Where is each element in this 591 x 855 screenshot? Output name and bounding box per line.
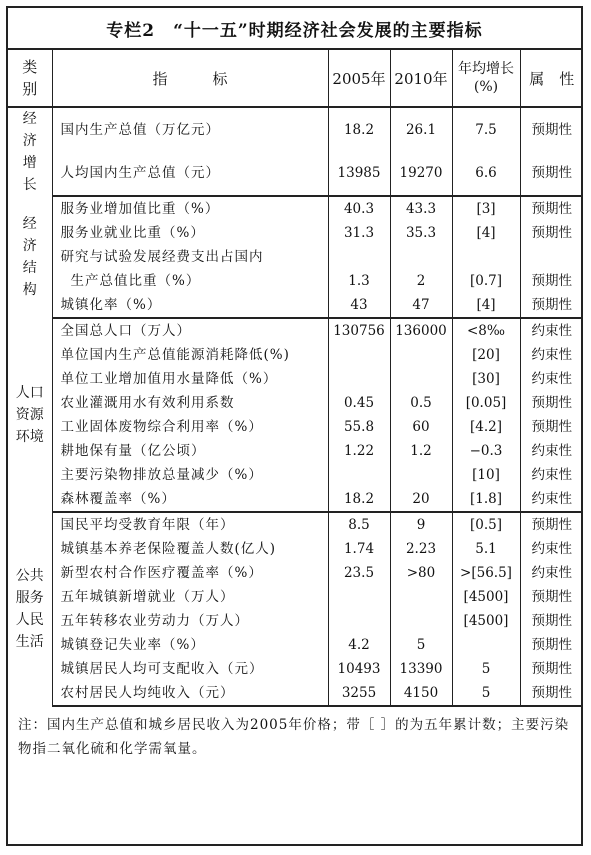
value-2010-cell — [390, 609, 452, 633]
growth-cell: [0.7] — [452, 269, 520, 293]
value-2005-cell: 18.2 — [328, 107, 390, 152]
table-row — [8, 439, 583, 463]
category-cell: 经济增长 — [8, 107, 52, 196]
header-row — [8, 50, 583, 107]
indicator-cell: 服务业增加值比重（%） — [52, 196, 328, 221]
value-2005-cell: 4.2 — [328, 633, 390, 657]
value-2010-cell: >80 — [390, 561, 452, 585]
indicator-cell: 人均国内生产总值（元） — [52, 152, 328, 197]
indicator-cell: 主要污染物排放总量减少（%） — [52, 463, 328, 487]
table-row — [8, 609, 583, 633]
table-body — [8, 107, 583, 706]
value-2010-cell: 35.3 — [390, 221, 452, 245]
value-2005-cell — [328, 245, 390, 269]
category-cell: 经济结构 — [8, 196, 52, 318]
value-2010-cell: 2 — [390, 269, 452, 293]
indicator-cell: 研究与试验发展经费支出占国内 — [52, 245, 328, 269]
indicators-table — [8, 50, 583, 707]
attribute-cell: 约束性 — [531, 347, 572, 363]
attribute-cell: 约束性 — [520, 487, 583, 512]
indicator-cell: 工业固体废物综合利用率（%） — [52, 415, 328, 439]
value-2010-cell: 0.5 — [390, 391, 452, 415]
indicator-cell: 耕地保有量（亿公顷） — [52, 439, 328, 463]
value-2005-cell: 23.5 — [328, 561, 390, 585]
growth-cell — [452, 245, 520, 269]
attribute-cell: 预期性 — [531, 201, 572, 217]
attribute-cell: 约束性 — [531, 541, 572, 557]
table-row — [8, 221, 583, 245]
indicator-cell: 森林覆盖率（%） — [52, 487, 328, 512]
indicator-cell: 服务业就业比重（%） — [52, 221, 328, 245]
value-2005-cell: 0.45 — [328, 391, 390, 415]
table-row — [8, 269, 583, 293]
value-2010-cell — [390, 585, 452, 609]
value-2005-cell: 10493 — [328, 657, 390, 681]
value-2010-cell: 47 — [390, 293, 452, 318]
growth-cell: [0.05] — [452, 391, 520, 415]
growth-cell: [4.2] — [452, 415, 520, 439]
table-row — [8, 343, 583, 367]
indicator-cell: 五年转移农业劳动力（万人） — [52, 609, 328, 633]
attribute-cell: 预期性 — [531, 661, 572, 677]
indicator-cell: 五年城镇新增就业（万人） — [52, 585, 328, 609]
indicator-cell: 城镇基本养老保险覆盖人数(亿人) — [52, 537, 328, 561]
value-2005-cell: 1.3 — [328, 269, 390, 293]
table-row — [8, 585, 583, 609]
attribute-cell: 预期性 — [520, 152, 583, 197]
value-2005-cell: 13985 — [328, 152, 390, 197]
header-2010: 2010年 — [390, 50, 452, 107]
value-2005-cell: 55.8 — [328, 415, 390, 439]
table-row — [8, 415, 583, 439]
attribute-cell: 预期性 — [531, 225, 572, 241]
indicator-cell: 生产总值比重（%） — [52, 269, 328, 293]
indicator-cell: 单位工业增加值用水量降低（%） — [52, 367, 328, 391]
growth-cell: [4] — [452, 221, 520, 245]
growth-cell: >[56.5] — [452, 561, 520, 585]
attribute-cell: 约束性 — [531, 323, 572, 339]
table-row — [8, 463, 583, 487]
value-2005-cell: 18.2 — [328, 487, 390, 512]
growth-cell — [452, 633, 520, 657]
value-2010-cell — [390, 367, 452, 391]
table-row — [8, 391, 583, 415]
indicator-cell: 新型农村合作医疗覆盖率（%） — [52, 561, 328, 585]
table-row — [8, 537, 583, 561]
indicator-cell: 城镇居民人均可支配收入（元） — [52, 657, 328, 681]
growth-cell: −0.3 — [452, 439, 520, 463]
value-2010-cell: 4150 — [390, 681, 452, 706]
table-row — [8, 293, 583, 318]
attribute-cell: 预期性 — [531, 121, 572, 138]
table-row — [8, 245, 583, 269]
attribute-cell: 预期性 — [531, 419, 572, 435]
header-indicator: 指 标 — [52, 50, 328, 107]
value-2005-cell: 31.3 — [328, 221, 390, 245]
indicator-cell: 城镇登记失业率（%） — [52, 633, 328, 657]
table-row — [8, 633, 583, 657]
growth-cell: 7.5 — [452, 107, 520, 152]
growth-cell: 6.6 — [452, 152, 520, 197]
growth-cell: [4500] — [452, 609, 520, 633]
value-2010-cell — [390, 245, 452, 269]
value-2005-cell — [328, 585, 390, 609]
value-2005-cell: 1.22 — [328, 439, 390, 463]
attribute-cell: 预期性 — [531, 517, 572, 533]
value-2005-cell — [328, 609, 390, 633]
growth-cell: <8‰ — [452, 318, 520, 343]
value-2010-cell: 43.3 — [390, 196, 452, 221]
growth-cell: 5 — [452, 681, 520, 706]
value-2010-cell: 136000 — [390, 318, 452, 343]
indicator-cell: 国民平均受教育年限（年） — [52, 512, 328, 537]
table-title: 专栏2 “十一五”时期经济社会发展的主要指标 — [8, 8, 581, 50]
value-2005-cell: 43 — [328, 293, 390, 318]
value-2010-cell: 20 — [390, 487, 452, 512]
value-2010-cell: 2.23 — [390, 537, 452, 561]
table-note: 注：国内生产总值和城乡居民收入为2005年价格；带［ ］的为五年累计数；主要污染物指二氧化硫和化学需氧量。 — [18, 717, 570, 757]
indicator-table-panel — [6, 6, 583, 846]
growth-cell: 5 — [452, 657, 520, 681]
table-row — [8, 561, 583, 585]
value-2010-cell: 5 — [390, 633, 452, 657]
value-2010-cell: 9 — [390, 512, 452, 537]
value-2010-cell — [390, 463, 452, 487]
growth-cell: [4] — [452, 293, 520, 318]
growth-cell: [1.8] — [452, 487, 520, 512]
indicator-cell: 国内生产总值（万亿元） — [52, 107, 328, 152]
header-growth: 年均增长(%) — [452, 50, 520, 107]
table-row — [8, 487, 583, 512]
attribute-cell: 预期性 — [531, 273, 572, 289]
growth-cell: [4500] — [452, 585, 520, 609]
value-2005-cell: 8.5 — [328, 512, 390, 537]
value-2010-cell: 13390 — [390, 657, 452, 681]
value-2005-cell: 1.74 — [328, 537, 390, 561]
indicator-cell: 城镇化率（%） — [52, 293, 328, 318]
growth-cell: 5.1 — [452, 537, 520, 561]
table-row — [8, 367, 583, 391]
value-2005-cell — [328, 463, 390, 487]
indicator-cell: 单位国内生产总值能源消耗降低(%) — [52, 343, 328, 367]
table-row — [8, 318, 583, 343]
indicator-cell: 农业灌溉用水有效利用系数 — [52, 391, 328, 415]
attribute-cell: 预期性 — [531, 589, 572, 605]
attribute-cell: 预期性 — [531, 613, 572, 629]
table-row — [8, 152, 583, 197]
attribute-cell: 预期性 — [520, 681, 583, 706]
growth-cell: [0.5] — [452, 512, 520, 537]
header-attribute: 属 性 — [520, 50, 583, 107]
attribute-cell: 约束性 — [531, 371, 572, 387]
value-2005-cell — [328, 367, 390, 391]
category-cell: 人口资源环境 — [8, 318, 52, 512]
table-row — [8, 107, 583, 152]
attribute-cell: 约束性 — [531, 467, 572, 483]
attribute-cell: 预期性 — [531, 637, 572, 653]
growth-cell: [30] — [452, 367, 520, 391]
table-row — [8, 681, 583, 706]
indicator-cell: 农村居民人均纯收入（元） — [52, 681, 328, 706]
table-row — [8, 657, 583, 681]
growth-cell: [3] — [452, 196, 520, 221]
attribute-cell: 约束性 — [531, 443, 572, 459]
attribute-cell: 预期性 — [520, 293, 583, 318]
value-2005-cell: 3255 — [328, 681, 390, 706]
table-row — [8, 196, 583, 221]
attribute-cell: 约束性 — [531, 565, 572, 581]
value-2010-cell: 26.1 — [390, 107, 452, 152]
value-2005-cell: 40.3 — [328, 196, 390, 221]
header-category: 类别 — [8, 50, 52, 107]
value-2010-cell: 1.2 — [390, 439, 452, 463]
growth-cell: [10] — [452, 463, 520, 487]
value-2010-cell — [390, 343, 452, 367]
header-2005: 2005年 — [328, 50, 390, 107]
attribute-cell — [520, 245, 583, 269]
indicator-cell: 全国总人口（万人） — [52, 318, 328, 343]
value-2005-cell — [328, 343, 390, 367]
table-row — [8, 512, 583, 537]
value-2010-cell: 60 — [390, 415, 452, 439]
value-2010-cell: 19270 — [390, 152, 452, 197]
growth-cell: [20] — [452, 343, 520, 367]
attribute-cell: 预期性 — [531, 395, 572, 411]
value-2005-cell: 130756 — [328, 318, 390, 343]
category-cell: 公共服务人民生活 — [8, 512, 52, 706]
